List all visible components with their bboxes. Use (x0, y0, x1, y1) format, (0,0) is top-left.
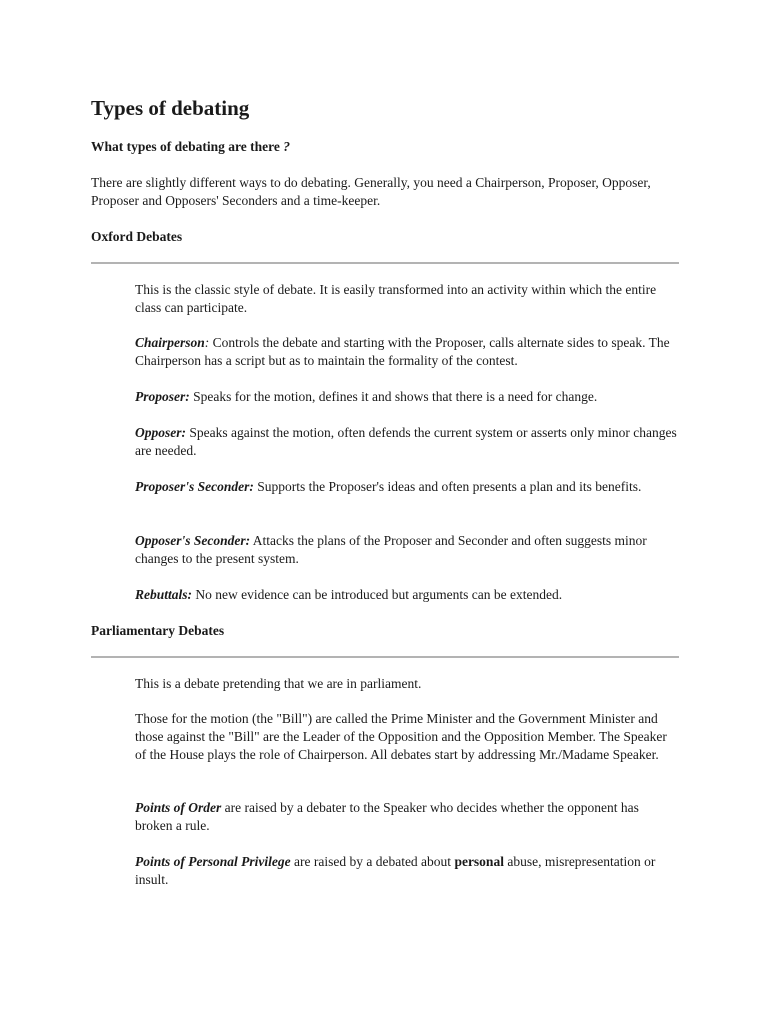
role-term: Rebuttals: (135, 587, 193, 602)
question-mark: ? (283, 139, 290, 154)
personal-privilege-term: Points of Personal Privilege (135, 854, 291, 869)
role-description: Attacks the plans of the Proposer and Seconder and often suggests minor changes to the present system. (135, 533, 647, 566)
role-term: Opposer's Seconder: (135, 533, 251, 548)
parliamentary-roles-paragraph: Those for the motion (the "Bill") are called the Prime Minister and the Government Minister and those against the "Bill" are the Leader of the Opposition and the Opposition Member. The Speaker of the House plays the role of Chairperson. All debates start by addressing Mr./Madame Speaker. (135, 711, 667, 762)
parliamentary-heading: Parliamentary Debates (91, 623, 225, 638)
role-chairperson (135, 334, 679, 370)
oxford-intro: This is the classic style of debate. It is easily transformed into an activity within which the entire class can participate. (135, 282, 657, 315)
role-term: Chairperson (135, 335, 205, 350)
role-description: Speaks for the motion, defines it and shows that there is a need for change. (189, 389, 598, 404)
section-divider (91, 262, 679, 264)
role-term: Proposer: (135, 389, 190, 404)
page-title: Types of debating (91, 96, 250, 120)
role-rebuttals (135, 586, 679, 604)
role-description: Controls the debate and starting with the Proposer, calls alternate sides to speak. The Chairperson has a script but as to maintain the formality of the contest. (135, 335, 670, 368)
points-of-order-text: are raised by a debater to the Speaker who decides whether the opponent has broken a rule. (135, 800, 639, 833)
role-proposer (135, 388, 679, 406)
oxford-heading: Oxford Debates (91, 229, 183, 244)
personal-privilege-text-before: are raised by a debated about (290, 854, 455, 869)
personal-emphasis: personal (454, 854, 504, 869)
parliamentary-intro: This is a debate pretending that we are in parliament. (135, 676, 422, 691)
role-opposer (135, 424, 679, 460)
question-text: What types of debating are there (91, 139, 280, 154)
intro-paragraph: There are slightly different ways to do debating. Generally, you need a Chairperson, Proposer, Opposer, Proposer and Opposers' Seconders and a time-keeper. (91, 175, 651, 208)
question-heading (91, 138, 290, 156)
role-term: Proposer's Seconder: (135, 479, 254, 494)
role-term: Opposer: (135, 425, 186, 440)
role-description: Speaks against the motion, often defends the current system or asserts only minor changes are needed. (135, 425, 677, 458)
points-of-order-term: Points of Order (135, 800, 222, 815)
points-of-personal-privilege (135, 853, 679, 889)
personal-privilege-text-after: abuse, misrepresentation or insult. (135, 854, 656, 887)
points-of-order (135, 799, 679, 835)
role-description: Supports the Proposer's ideas and often presents a plan and its benefits. (253, 479, 642, 494)
role-proposer-seconder (135, 478, 679, 496)
role-opposer-seconder (135, 532, 679, 568)
role-description: No new evidence can be introduced but arguments can be extended. (192, 587, 563, 602)
role-term-suffix: : (204, 335, 210, 350)
section-divider (91, 656, 679, 658)
